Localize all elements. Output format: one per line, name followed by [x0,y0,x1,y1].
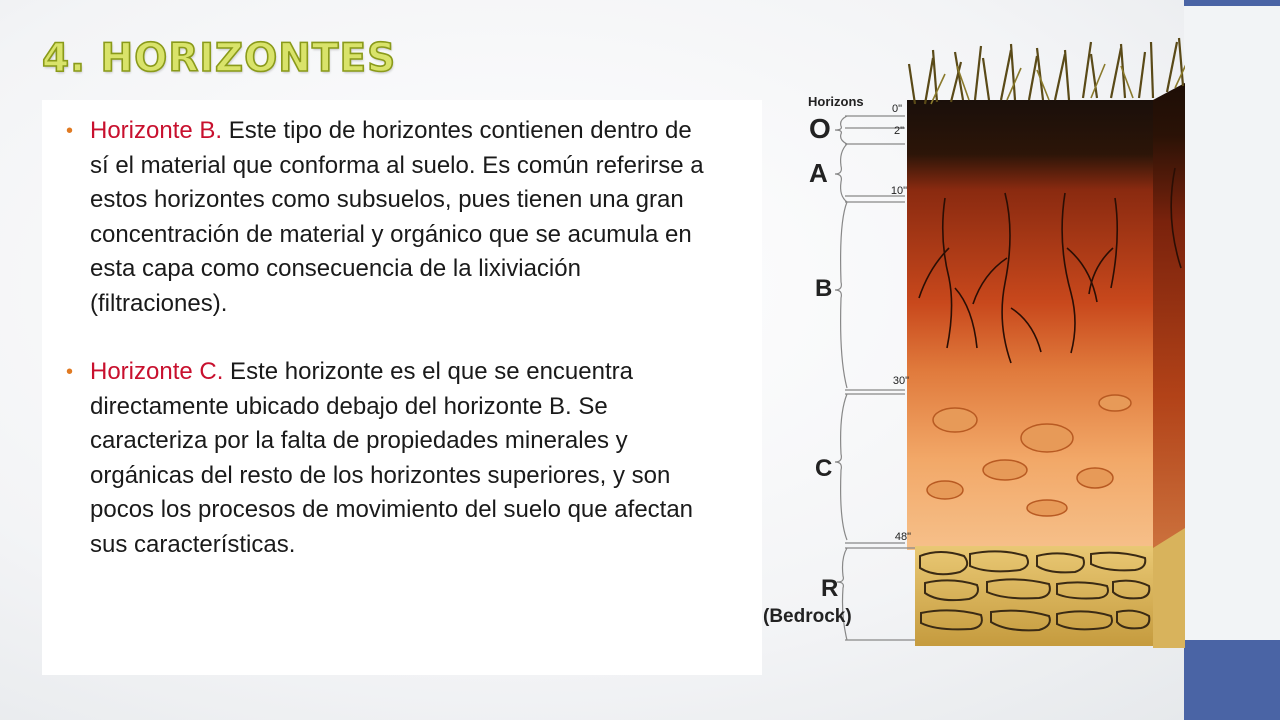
bullet-horizonte-c [64,355,714,562]
bullet-dot: • [66,361,74,383]
horizon-label-a: A [809,158,828,188]
depth-label: 2" [893,125,905,137]
bedrock-side [1153,528,1185,648]
grass-tufts [909,12,1185,104]
bedrock-label: (Bedrock) [763,606,852,627]
depth-label: 48" [894,531,912,543]
depth-label: 30" [892,375,910,387]
horizon-label-o: O [809,113,831,144]
bullet-term: Horizonte C. [90,358,224,385]
horizon-label-b: B [815,275,833,302]
bullet-text: Este tipo de horizontes contienen dentro de sí el material que conforma al suelo. Es común referirse a estos horizontes como subsuelos, pues tienen una gran concentración de material y orgánico que se acumula en esta capa como consecuencia de la lixiviación (filtraciones). [90,117,704,317]
horizon-label-r: R [821,575,839,602]
bullet-dot: • [66,120,74,142]
bullet-term: Horizonte B. [90,117,223,144]
accent-bar [1184,0,1280,720]
accent-bar-bottom [1184,640,1280,720]
slide-title: 4. HORIZONTES [42,36,397,81]
accent-bar-top [1184,0,1280,6]
bullet-list [64,114,714,562]
horizon-label-c: C [815,455,833,482]
bullet-text: Este horizonte es el que se encuentra directamente ubicado debajo del horizonte B. Se caracteriza por la falta de propiedades minerales y orgánicas del resto de los horizontes superiores, y son pocos los procesos de movimiento del suelo que afectan sus características. [90,358,694,558]
bullet-horizonte-b [64,114,714,321]
soil-profile-illustration [755,8,1185,648]
depth-label: 10" [890,185,908,197]
figure-heading: Horizons [808,94,864,109]
grass-highlights [931,36,1185,104]
soil-profile-figure [755,8,1185,648]
depth-label: 0" [891,103,903,115]
